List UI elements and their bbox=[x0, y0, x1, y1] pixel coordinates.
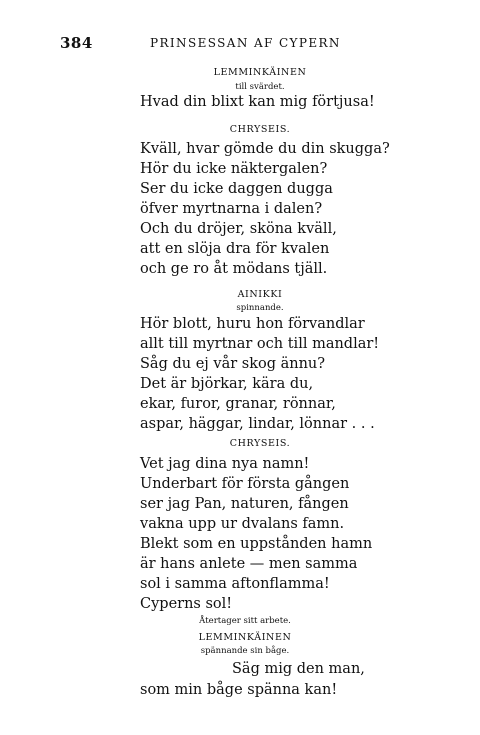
verse-line: Vet jag dina nya namn! bbox=[140, 456, 310, 472]
verse-line: öfver myrtnarna i dalen? bbox=[140, 201, 323, 217]
speaker-name: LEMMINKÄINEN bbox=[198, 632, 292, 643]
verse-line: Säg mig den man, bbox=[232, 661, 365, 677]
stage-direction: spinnande. bbox=[236, 303, 284, 313]
verse-line: Såg du ej vår skog ännu? bbox=[140, 356, 326, 372]
speaker-name: CHRYSEIS. bbox=[229, 438, 291, 449]
verse-line: ser jag Pan, naturen, fången bbox=[140, 496, 349, 512]
verse-line: Hör blott, huru hon förvandlar bbox=[140, 316, 365, 332]
speaker-name: AINIKKI bbox=[237, 289, 283, 300]
verse-line: Blekt som en uppstånden hamn bbox=[140, 536, 373, 552]
stage-direction: till svärdet. bbox=[235, 82, 285, 92]
verse-line: Kväll, hvar gömde du din skugga? bbox=[140, 141, 390, 157]
verse-line: som min båge spänna kan! bbox=[140, 682, 338, 698]
stage-direction: Återtager sitt arbete. bbox=[199, 616, 291, 626]
verse-line: vakna upp ur dvalans famn. bbox=[140, 516, 345, 532]
page-header bbox=[0, 34, 480, 54]
verse-line: allt till myrtnar och till mandlar! bbox=[140, 336, 380, 352]
verse-line: Hvad din blixt kan mig förtjusa! bbox=[140, 94, 375, 110]
verse-line: Och du dröjer, sköna kväll, bbox=[140, 221, 337, 237]
verse-line: aspar, häggar, lindar, lönnar . . . bbox=[140, 416, 375, 432]
verse-line: Hör du icke näktergalen? bbox=[140, 161, 328, 177]
speaker-name: LEMMINKÄINEN bbox=[213, 67, 307, 78]
verse-line: Cyperns sol! bbox=[140, 596, 233, 612]
verse-line: Ser du icke daggen dugga bbox=[140, 181, 333, 197]
verse-line: sol i samma aftonflamma! bbox=[140, 576, 330, 592]
verse-line: ekar, furor, granar, rönnar, bbox=[140, 396, 336, 412]
verse-line: Underbart för första gången bbox=[140, 476, 350, 492]
verse-line: och ge ro åt mödans tjäll. bbox=[140, 261, 328, 277]
speaker-name: CHRYSEIS. bbox=[229, 124, 291, 135]
stage-direction: spännande sin båge. bbox=[200, 646, 290, 656]
verse-line: att en slöja dra för kvalen bbox=[140, 241, 330, 257]
verse-line: Det är björkar, kära du, bbox=[140, 376, 314, 392]
verse-line: är hans anlete — men samma bbox=[140, 556, 358, 572]
running-title: PRINSESSAN AF CYPERN bbox=[150, 36, 341, 50]
page-number: 384 bbox=[60, 34, 93, 52]
